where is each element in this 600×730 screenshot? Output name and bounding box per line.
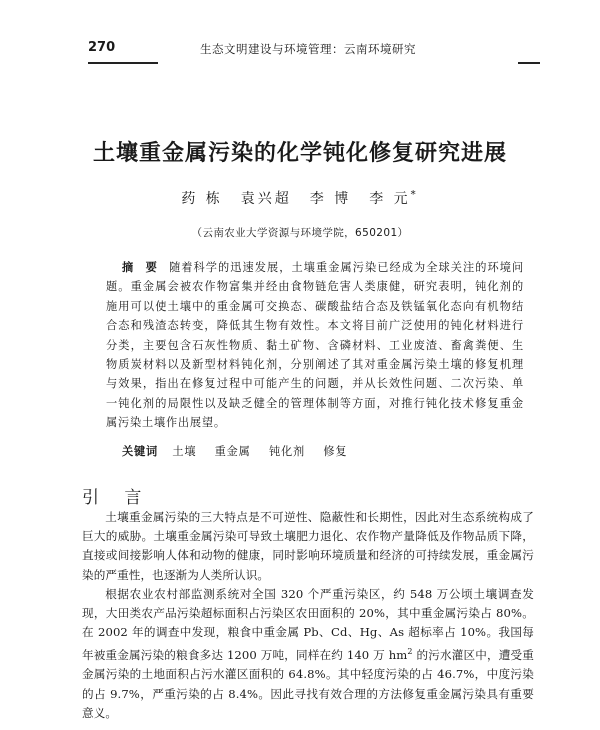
- author-name: 袁兴超: [240, 191, 292, 207]
- keyword: 钝化剂: [269, 445, 305, 458]
- paragraph: [82, 585, 534, 723]
- header-rule-left: [88, 62, 158, 64]
- abstract-label: 摘 要: [122, 261, 162, 274]
- keyword: 重金属: [214, 445, 251, 458]
- unit-exponent: 2: [407, 647, 413, 657]
- author-name: 李 元: [369, 191, 411, 207]
- body-text: [82, 508, 534, 723]
- paragraph-text: 根据农业农村部监测系统对全国 320 个严重污染区，约 548 万公顷土壤调查发现，大田类农产品污染超标面积占污染区农田面积的 20%，其中重金属污染占 80%。在 2002 年的调查中发现，粮食中重金属 Pb、Cd、Hg、As 超标率占 10%。我国每年被重金属污染的粮食多达 1200 万吨，同样在约 140 万 hm: [82, 586, 534, 663]
- page-number: 270: [88, 40, 116, 55]
- page-header: [88, 40, 540, 62]
- keywords-label: 关键词: [122, 445, 158, 458]
- author-list: [0, 188, 600, 208]
- affiliation: （云南农业大学资源与环境学院，650201）: [191, 227, 409, 239]
- corresponding-author-mark: *: [410, 189, 419, 201]
- running-head: 生态文明建设与环境管理：云南环境研究: [200, 42, 416, 56]
- paragraph-text: 的污水灌区中，遭受重金属污染的土地面积占污水灌区面积的 64.8%。其中轻度污染的占 46.7%，中度污染的占 9.7%，严重污染的占 8.4%。因此寻找有效合理的方法修复重金属污染具有重要意义。: [82, 648, 534, 720]
- header-rule-right: [518, 62, 540, 64]
- keyword: 土壤: [172, 445, 197, 458]
- abstract: [106, 258, 524, 433]
- section-heading-introduction: 引 言: [82, 488, 152, 508]
- keyword: 修复: [323, 445, 348, 458]
- paragraph: 土壤重金属污染的三大特点是不可逆性、隐蔽性和长期性，因此对生态系统构成了巨大的威胁。土壤重金属污染可导致土壤肥力退化、农作物产量降低及作物品质下降，直接或间接影响人体和动物的健康，同时影响环境质量和经济的可持续发展，重金属污染的严重性，也逐渐为人类所认识。: [82, 510, 534, 582]
- author-name: 药 栋: [181, 191, 223, 207]
- article-title: 土壤重金属污染的化学钝化修复研究进展: [92, 141, 507, 166]
- author-name: 李 博: [309, 191, 352, 207]
- keywords: [122, 443, 361, 459]
- abstract-text: 随着科学的迅速发展，土壤重金属污染已经成为全球关注的环境问题。重金属会被农作物富集并经由食物链危害人类康健，研究表明，钝化剂的施用可以使土壤中的重金属可交换态、碳酸盐结合态及铁锰氧化态向有机物结合态和残渣态转变，降低其生物有效性。本文将目前广泛使用的钝化材料进行分类，主要包含石灰性物质、黏土矿物、含磷材料、工业废渣、畜禽粪便、生物质炭材料以及新型材料钝化剂，分别阐述了其对重金属污染土壤的修复机理与效果，指出在修复过程中可能产生的问题，并从长效性问题、二次污染、单一钝化剂的局限性以及缺乏健全的管理体制等方面，对推行钝化技术修复重金属污染土壤作出展望。: [106, 261, 524, 430]
